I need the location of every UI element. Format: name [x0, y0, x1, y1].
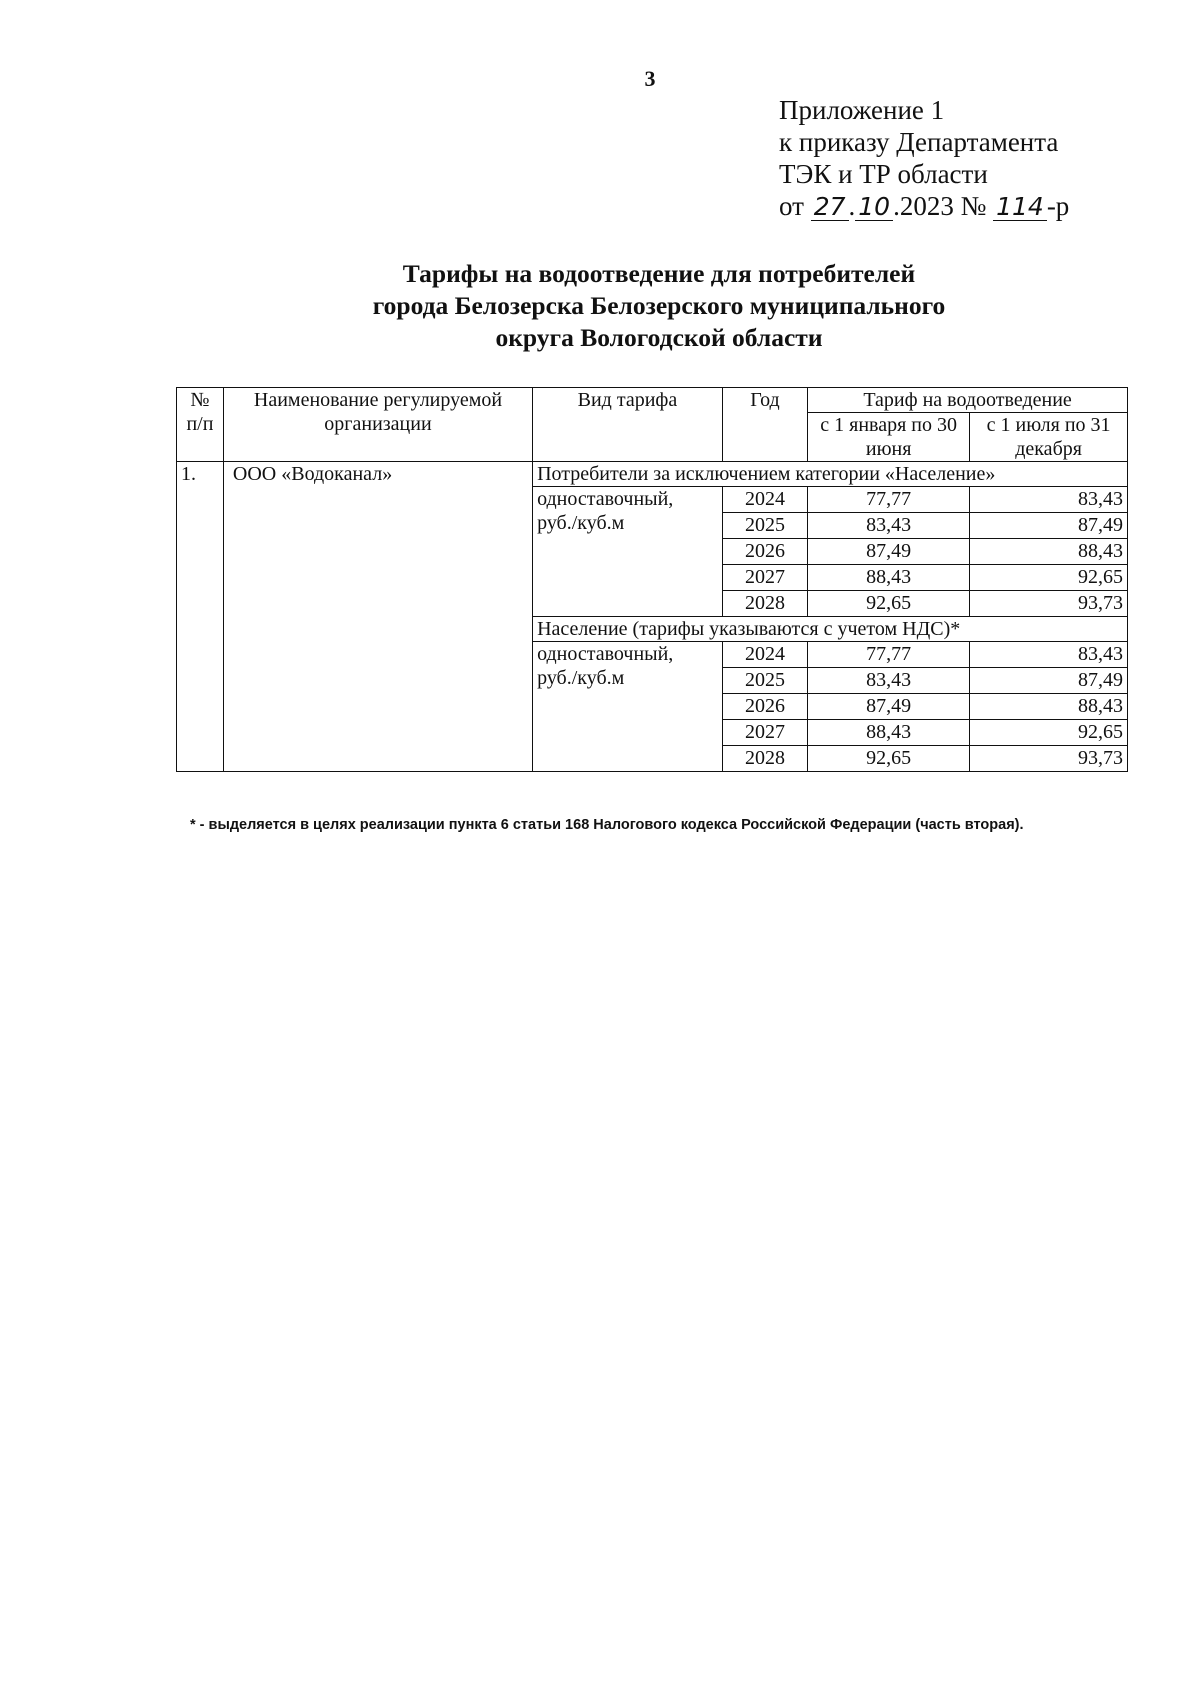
tariff-kind: одноставочный, руб./куб.м — [533, 642, 723, 772]
tariff-period-1-cell: 83,43 — [808, 513, 970, 539]
header-period-2: с 1 июля по 31 декабря — [970, 413, 1128, 462]
order-suffix: -р — [1046, 191, 1070, 221]
year-cell: 2028 — [722, 746, 807, 772]
table-header-row — [177, 388, 1128, 413]
title-line-2: города Белозерска Белозерского муниципального — [372, 291, 946, 320]
page-number: 3 — [644, 66, 656, 91]
year-cell: 2026 — [722, 694, 807, 720]
header-tariff: Тариф на водоотведение — [808, 388, 1128, 413]
date-dot: . — [848, 191, 856, 221]
handwritten-month: 10 — [855, 194, 893, 221]
header-tariff-kind: Вид тарифа — [533, 388, 723, 462]
tariff-period-2-cell: 87,49 — [970, 668, 1128, 694]
tariff-period-1-cell: 83,43 — [808, 668, 970, 694]
appendix-line-1: Приложение 1 — [779, 95, 945, 125]
tariff-period-1-cell: 77,77 — [808, 487, 970, 513]
order-date-line — [779, 190, 1069, 222]
year-cell: 2027 — [722, 720, 807, 746]
header-no: № п/п — [177, 388, 224, 462]
tariff-period-2-cell: 93,73 — [970, 746, 1128, 772]
header-period-1: с 1 января по 30 июня — [808, 413, 970, 462]
tariff-period-2-cell: 88,43 — [970, 694, 1128, 720]
tariff-period-1-cell: 92,65 — [808, 746, 970, 772]
document-title — [300, 258, 1018, 354]
tariff-period-1-cell: 88,43 — [808, 720, 970, 746]
category-label: Потребители за исключением категории «Население» — [533, 462, 1128, 487]
year-cell: 2025 — [722, 668, 807, 694]
year-cell: 2025 — [722, 513, 807, 539]
handwritten-order-number: 114 — [993, 194, 1047, 221]
tariff-period-1-cell: 87,49 — [808, 539, 970, 565]
tariff-period-1-cell: 92,65 — [808, 591, 970, 617]
tariff-period-2-cell: 92,65 — [970, 565, 1128, 591]
tariff-table — [176, 387, 1128, 772]
tariff-period-2-cell: 83,43 — [970, 487, 1128, 513]
category-row — [177, 462, 1128, 487]
tariff-period-2-cell: 92,65 — [970, 720, 1128, 746]
title-line-3: округа Вологодской области — [495, 323, 823, 352]
year-cell: 2024 — [722, 487, 807, 513]
title-line-1: Тарифы на водоотведение для потребителей — [402, 259, 916, 288]
tariff-period-2-cell: 87,49 — [970, 513, 1128, 539]
appendix-line-2: к приказу Департамента — [779, 127, 1059, 157]
row-number: 1. — [177, 462, 224, 772]
footnote: * - выделяется в целях реализации пункта 6 статьи 168 Налогового кодекса Российской Федерации (часть вторая). — [190, 817, 1024, 833]
tariff-period-1-cell: 87,49 — [808, 694, 970, 720]
tariff-period-2-cell: 93,73 — [970, 591, 1128, 617]
tariff-period-2-cell: 83,43 — [970, 642, 1128, 668]
handwritten-day: 27 — [811, 194, 849, 221]
date-year: .2023 № — [893, 191, 987, 221]
appendix-line-3: ТЭК и ТР области — [779, 159, 988, 189]
year-cell: 2027 — [722, 565, 807, 591]
tariff-kind: одноставочный, руб./куб.м — [533, 487, 723, 617]
tariff-period-1-cell: 77,77 — [808, 642, 970, 668]
tariff-period-2-cell: 88,43 — [970, 539, 1128, 565]
header-organization: Наименование регулируемой организации — [223, 388, 532, 462]
header-year: Год — [722, 388, 807, 462]
year-cell: 2028 — [722, 591, 807, 617]
organization-name: ООО «Водоканал» — [223, 462, 532, 772]
category-label: Население (тарифы указываются с учетом НДС)* — [533, 617, 1128, 642]
year-cell: 2026 — [722, 539, 807, 565]
year-cell: 2024 — [722, 642, 807, 668]
tariff-period-1-cell: 88,43 — [808, 565, 970, 591]
date-prefix: от — [779, 191, 804, 221]
appendix-block — [779, 94, 1069, 222]
